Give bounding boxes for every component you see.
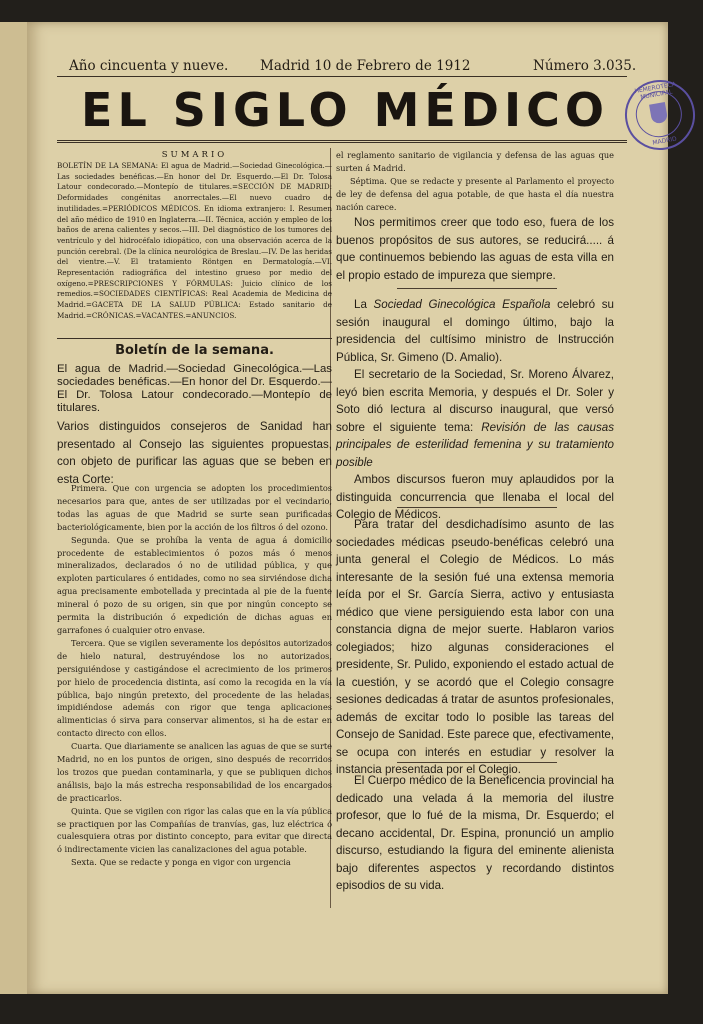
separator-rule xyxy=(397,762,557,763)
issue-year: Año cincuenta y nueve. xyxy=(69,58,229,74)
masthead-rule xyxy=(57,140,627,143)
sumario-title: SUMARIO xyxy=(161,150,228,160)
memoria-paragraph xyxy=(336,366,614,471)
proposal-paragraph: Tercera. Que se vigilen severamente los depósitos autorizados de hielo natural, destruyéndose los no autorizados, persiguiéndose y castigándose el acrecimiento de los primeros por hielo de procedencia distinta, así como la recogida en la vía pública, bajo ningún pretexto, del procedente de las heladas, impidiéndose además con rigor que tenga aplicaciones alimenticias ó sirva para conservar alimentos, si ha de estar en contacto directo con ellos. xyxy=(57,637,332,739)
proposal-paragraph: Quinta. Que se vigilen con rigor las calas que en la vía pública se practiquen por las Compañías de tranvías, gas, luz eléctrica ó cualesquiera otras por distinto concepto, para evitar que directa ó indirectamente vicien las canalizaciones del agua potable. xyxy=(57,805,332,855)
proposal-paragraph: Cuarta. Que diariamente se analicen las aguas de que se surte Madrid, no en los puntos de origen, sino después de recorridos los trozos que puedan contaminarla, y que se publiquen dichos análisis, bajo la más estrecha responsabilidad de los encargados de practicarlos. xyxy=(57,741,332,803)
newspaper-page xyxy=(27,22,678,994)
intro-paragraph: Varios distinguidos consejeros de Sanidad han presentado al Consejo las siguientes propuestas, con objeto de purificar las aguas que se beben en esta Corte: xyxy=(57,420,332,486)
discourse-theme: Revisión de las causas principales de esterilidad femenina y su tratamiento posible xyxy=(336,420,614,469)
stamp-bottom-text: MADRID xyxy=(651,135,678,147)
society-name: Sociedad Ginecológica Española xyxy=(373,298,551,311)
issue-number: Número 3.035. xyxy=(533,58,637,74)
comment-paragraph xyxy=(336,214,614,284)
section-lead: El agua de Madrid.—Sociedad Ginecológica.—Las sociedades benéficas.—En honor del Dr. Esquerdo.—El Dr. Tolosa Latour condecorado.—Montepío de titulares. xyxy=(57,363,332,414)
colegio-paragraph: Para tratar del desdichadísimo asunto de las sociedades médicas pseudo-benéficas celebró una junta general el Colegio de Médicos. Lo más interesante de la sesión fué una extensa memoria leída por el Sr. García Sierra, activo y entusiasta médico que viene persiguiendo esta labor con una constancia digna de mejor suerte. Hablaron varios colegiados; hizo algunas consideraciones el presidente, Sr. Pulido, exponiendo el estado actual de la cuestión, y se acordó que el Colegio consagre sesiones dedicadas á tratar de asuntos profesionales, además de excitar todo lo posible las tareas del Consejo de Sanidad. Este parece que, efectivamente, se ocupa con interés en estudiar y resolver la instancia presentada por el Colegio. xyxy=(336,518,614,776)
ginecologica-pre: La xyxy=(354,298,374,311)
separator-rule xyxy=(397,507,557,508)
sumario-text: BOLETÍN DE LA SEMANA: El agua de Madrid.—Sociedad Ginecológica.—Las sociedades benéficas.—En honor del Dr. Esquerdo.—El Dr. Tolosa Latour condecorado.—Montepío de titulares.=SECCIÓN DE MADRID: Deformidades congénitas anorrectales.—El nuevo cuadro de inutilidades.=PERIÓDICOS MÉDICOS. En idioma extranjero: I. Resumen del año médico de 1910 en Inglaterra.—II. Técnica, acción y empleo de los baños de arena calientes y secos.—III. Del diagnóstico de los tumores del ventrículo y del hidrocéfalo idiopático, con una observación acerca de la punción cerebral. (De la clínica neurológica de Breslau.—IV. De las heridas del vientre.—V. El tratamiento Röntgen en Dermatología.—VI. Representación radiográfica del intestino grueso por medio del oxígeno.=PRESCRIPCIONES Y FÓRMULAS: Juicio clínico de los remedios.=SOCIEDADES CIENTÍFICAS: Real Academia de Medicina de Madrid.=GACETA DE LA SALUD PÚBLICA: Estado sanitario de Madrid.=CRÓNICAS.=VACANTES.=ANUNCIOS. xyxy=(57,161,332,320)
ginecologica-article xyxy=(336,296,614,524)
facing-page-edge xyxy=(0,22,29,994)
ginecologica-post: celebró su sesión inaugural el domingo último, bajo la presidencia del cultísimo ministro de Instrucción Pública, Sr. Gimeno (D. Amalio). xyxy=(336,298,614,364)
stamp-top-text: HEMEROTECA MUNICIPAL xyxy=(633,80,677,102)
section-title: Boletín de la semana. xyxy=(115,343,274,358)
applause-paragraph: Ambos discursos fueron muy aplaudidos por la distinguida concurrencia que llenaba el local del Colegio de Médicos. xyxy=(336,473,614,521)
library-stamp xyxy=(619,74,700,155)
separator-rule xyxy=(397,288,557,289)
ginecologica-paragraph xyxy=(336,296,614,366)
masthead-title: EL SIGLO MÉDICO xyxy=(81,83,609,137)
proposal-paragraph: Primera. Que con urgencia se adopten los procedimientos necesarios para que, antes de ser utilizadas por el vecindario, todas las aguas de que Madrid se surte sean purificadas bacteriológicamente, bien por la acción de los filtros ó del ozono. xyxy=(57,483,332,532)
header-rule xyxy=(57,76,627,77)
memoria-pre: El secretario de la Sociedad, Sr. Moreno Álvarez, leyó bien escrita Memoria, y después el Dr. Soler y Soto dió lectura al discurso inaugural, que versó sobre el siguiente tema: xyxy=(336,368,614,434)
esquerdo-paragraph: El Cuerpo médico de la Beneficencia provincial ha dedicado una velada á la memoria del ilustre profesor, que lo fué de la misma, Dr. Esquerdo; el decano accidental, Dr. Espina, pronunció un amplio discurso, estudiando la figura del eminente alienista bajo diferentes aspectos y recordando distintos episodios de su vida. xyxy=(336,774,614,892)
proposals-continuation xyxy=(336,149,614,214)
proposals-list xyxy=(57,482,332,869)
esquerdo-article xyxy=(336,772,614,895)
proposal-paragraph: el reglamento sanitario de vigilancia y defensa de las aguas que surten á Madrid. xyxy=(336,150,614,173)
colegio-article xyxy=(336,516,614,779)
proposal-paragraph: Séptima. Que se redacte y presente al Parlamento el proyecto de ley de defensa del agua potable, de que hasta el día nuestra nación carece. xyxy=(336,175,614,212)
proposal-paragraph: Segunda. Que se prohíba la venta de agua á domicilio procedente de establecimientos ó pozos más ó menos mineralizados, declarados ó no de utilidad pública, y que exploten particulares ó entidades, como no sea sirviéndose dicha agua precisamente embotellada y precintada al pie de la fuente mineral ó pozo de su origen, sin que por ningún concepto se permita la distribución ó expedición de dichas aguas en garrafones ó cualquier otro envase. xyxy=(57,534,332,635)
sumario-rule xyxy=(57,338,332,339)
issue-date: Madrid 10 de Febrero de 1912 xyxy=(260,58,471,74)
proposal-paragraph: Sexta. Que se redacte y ponga en vigor con urgencia xyxy=(71,857,291,868)
comment-text: Nos permitimos creer que todo eso, fuera de los buenos propósitos de sus autores, se reducirá..... á que continuemos bebiendo las aguas de esta villa en el propio estado de impureza que siempre. xyxy=(336,216,614,282)
